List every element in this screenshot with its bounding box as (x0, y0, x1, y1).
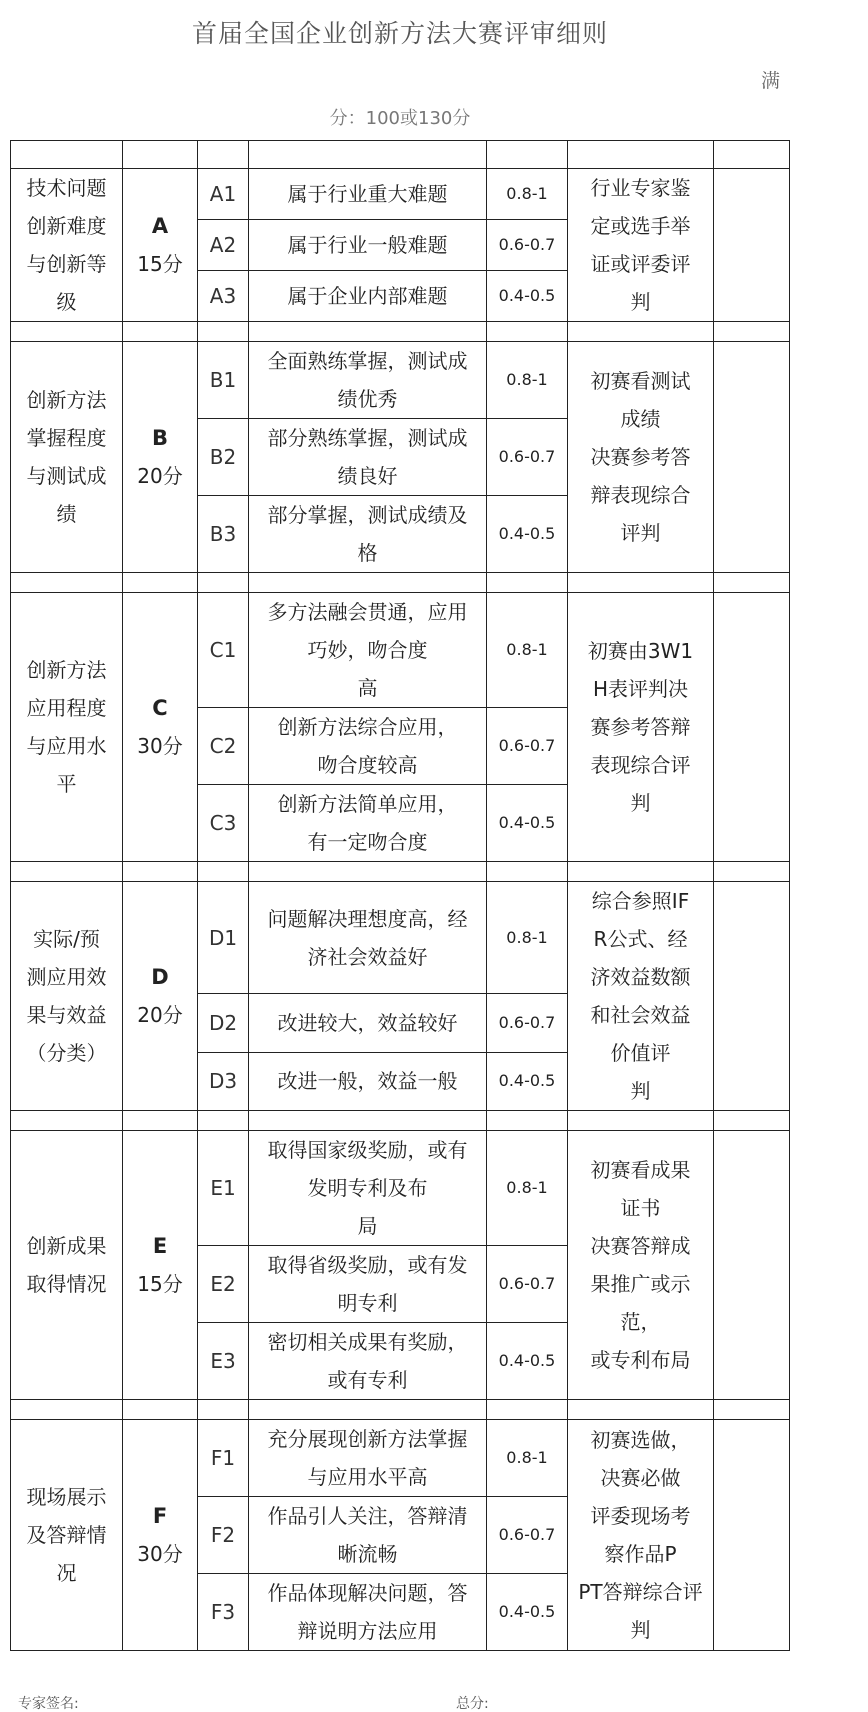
coefficient-range: 0.6-0.7 (487, 419, 568, 496)
item-description (249, 1131, 487, 1246)
page-title: 首届全国企业创新方法大赛评审细则 (191, 19, 608, 48)
description-line: 巧妙，吻合度 (307, 638, 428, 662)
description-line: 作品引人关注，答辩清 (267, 1504, 468, 1528)
section-score-cell (123, 593, 198, 862)
spacer-cell (487, 573, 568, 593)
evaluation-method-line: 评判 (620, 521, 661, 545)
item-code: A1 (198, 169, 249, 220)
spacer-cell (568, 1111, 714, 1131)
evaluation-method-line: PT答辩综合评判 (578, 1580, 703, 1642)
evaluation-method-line: 或专利布局 (590, 1348, 691, 1372)
section-letter: C (152, 696, 168, 720)
item-code: B3 (198, 496, 249, 573)
spacer-cell (714, 1400, 790, 1420)
evaluation-method-line: 定或选手举 (590, 214, 691, 238)
section-points: 30分 (137, 1542, 183, 1566)
spacer-row (11, 573, 790, 593)
evaluation-method-line: 初赛看测试 (590, 369, 691, 393)
description-line: 创新方法简单应用， (277, 792, 458, 816)
item-code: C2 (198, 708, 249, 785)
item-code: F1 (198, 1420, 249, 1497)
evaluation-method-line: 决赛答辩成 (590, 1234, 691, 1258)
category-cell (11, 342, 123, 573)
spacer-cell (123, 862, 198, 882)
evaluation-method-line: 价值评 (610, 1041, 671, 1065)
category-line: 创新成果 (26, 1234, 107, 1258)
spacer-cell (198, 862, 249, 882)
spacer-cell (249, 1400, 487, 1420)
spacer-cell (714, 862, 790, 882)
spacer-cell (123, 573, 198, 593)
score-entry-cell (714, 1131, 790, 1400)
item-description (249, 169, 487, 220)
spacer-cell (487, 322, 568, 342)
coefficient-range: 0.8-1 (487, 342, 568, 419)
spacer-cell (123, 1111, 198, 1131)
evaluation-method-cell (568, 1131, 714, 1400)
spacer-cell (198, 573, 249, 593)
evaluation-method-line: 初赛由3W1 (587, 639, 694, 663)
section-points: 15分 (137, 252, 183, 276)
category-line: 级 (56, 290, 77, 314)
description-line: 改进一般，效益一般 (277, 1069, 458, 1094)
spacer-cell (198, 322, 249, 342)
evaluation-method-line: 判 (630, 791, 651, 815)
evaluation-method-line: 济效益数额 (590, 965, 691, 989)
coefficient-range: 0.6-0.7 (487, 1497, 568, 1574)
description-line: 或有专利 (327, 1368, 408, 1392)
evaluation-method-line: 证书 (620, 1196, 661, 1220)
category-line: 技术问题 (26, 176, 107, 200)
item-description (249, 593, 487, 708)
item-description (249, 342, 487, 419)
description-line: 部分熟练掌握，测试成 (267, 426, 468, 450)
section-letter: E (152, 1234, 168, 1258)
description-line: 吻合度较高 (317, 753, 418, 777)
item-code: C1 (198, 593, 249, 708)
criteria-row (11, 593, 790, 708)
description-line: 改进较大，效益较好 (277, 1010, 458, 1035)
category-cell (11, 882, 123, 1111)
category-cell (11, 593, 123, 862)
coefficient-range: 0.4-0.5 (487, 1052, 568, 1110)
category-cell (11, 1420, 123, 1651)
category-line: 掌握程度 (26, 426, 107, 450)
item-description (249, 419, 487, 496)
item-description (249, 1246, 487, 1323)
evaluation-method-line: 成绩 (620, 407, 661, 431)
item-description (249, 785, 487, 862)
section-points: 20分 (137, 464, 183, 488)
description-line: 充分展现创新方法掌握 (267, 1427, 468, 1451)
item-description (249, 1420, 487, 1497)
section-letter: F (152, 1504, 168, 1528)
evaluation-method-line: 初赛选做， (590, 1428, 691, 1452)
full-score-prefix: 满 (760, 70, 780, 92)
item-code: A3 (198, 271, 249, 322)
spacer-cell (714, 573, 790, 593)
description-line: 局 (357, 1214, 378, 1238)
evaluation-method-line: 赛参考答辩 (590, 715, 691, 739)
description-line: 晰流畅 (337, 1542, 398, 1566)
coefficient-range: 0.6-0.7 (487, 708, 568, 785)
spacer-row (11, 1111, 790, 1131)
description-line: 创新方法综合应用， (277, 715, 458, 739)
expert-signature-label: 专家签名: (18, 1696, 79, 1712)
description-line: 取得省级奖励，或有发 (267, 1253, 468, 1277)
spacer-row (11, 1400, 790, 1420)
spacer-cell (198, 1111, 249, 1131)
evaluation-method-line: 和社会效益 (590, 1003, 691, 1027)
evaluation-method-line: 表现综合评 (590, 753, 691, 777)
evaluation-method-line: 果推广或示 (590, 1272, 691, 1296)
item-description (249, 1052, 487, 1110)
coefficient-range: 0.4-0.5 (487, 1323, 568, 1400)
spacer-cell (11, 573, 123, 593)
spacer-cell (249, 1111, 487, 1131)
category-line: 与应用水 (26, 734, 107, 758)
description-line: 辩说明方法应用 (297, 1619, 438, 1643)
evaluation-method-line: R公式、经 (593, 927, 688, 951)
section-points: 30分 (137, 734, 183, 758)
item-description (249, 271, 487, 322)
score-entry-cell (714, 882, 790, 1111)
category-line: 创新方法 (26, 658, 107, 682)
category-line: 况 (56, 1561, 77, 1585)
description-line: 多方法融会贯通，应用 (267, 600, 468, 624)
category-line: 绩 (56, 502, 77, 526)
coefficient-range: 0.8-1 (487, 169, 568, 220)
description-line: 属于行业一般难题 (287, 233, 448, 257)
criteria-row (11, 169, 790, 220)
description-line: 济社会效益好 (307, 944, 428, 969)
item-code: B1 (198, 342, 249, 419)
category-line: 创新方法 (26, 388, 107, 412)
total-score-label: 总分: (456, 1696, 489, 1712)
full-score-line: 分：100或130分 (329, 108, 471, 129)
section-score-cell (123, 882, 198, 1111)
item-code: F2 (198, 1497, 249, 1574)
spacer-cell (198, 1400, 249, 1420)
coefficient-range: 0.4-0.5 (487, 1574, 568, 1651)
evaluation-method-line: 行业专家鉴 (590, 176, 691, 200)
coefficient-range: 0.4-0.5 (487, 785, 568, 862)
item-code: E3 (198, 1323, 249, 1400)
spacer-cell (11, 862, 123, 882)
spacer-cell (568, 862, 714, 882)
evaluation-method-line: 察作品P (604, 1542, 677, 1566)
category-line: 测应用效 (26, 965, 107, 989)
description-line: 绩优秀 (337, 387, 398, 411)
spacer-cell (487, 1111, 568, 1131)
spacer-cell (249, 322, 487, 342)
score-entry-cell (714, 1420, 790, 1651)
evaluation-method-line: H表评判决 (592, 677, 689, 701)
section-score-cell (123, 169, 198, 322)
section-letter: B (151, 426, 168, 450)
evaluation-method-line: 范， (620, 1310, 661, 1334)
description-line: 密切相关成果有奖励， (267, 1330, 468, 1354)
section-points: 20分 (137, 1003, 183, 1027)
score-entry-cell (714, 169, 790, 322)
item-description (249, 994, 487, 1052)
section-score-cell (123, 1420, 198, 1651)
evaluation-method-line: 综合参照IF (591, 889, 690, 913)
description-line: 取得国家级奖励，或有 (267, 1138, 468, 1162)
item-description (249, 1497, 487, 1574)
criteria-row (11, 882, 790, 994)
spacer-cell (714, 322, 790, 342)
spacer-cell (249, 573, 487, 593)
score-entry-cell (714, 593, 790, 862)
description-line: 高 (357, 676, 378, 700)
spacer-row (11, 862, 790, 882)
spacer-cell (714, 1111, 790, 1131)
spacer-cell (11, 322, 123, 342)
section-points: 15分 (137, 1272, 183, 1296)
item-code: A2 (198, 220, 249, 271)
category-line: 及答辩情 (26, 1523, 107, 1547)
category-line: 实际/预 (33, 927, 100, 951)
criteria-row (11, 1420, 790, 1497)
spacer-cell (487, 1400, 568, 1420)
description-line: 绩良好 (337, 464, 398, 488)
coefficient-range: 0.8-1 (487, 1131, 568, 1246)
coefficient-range: 0.8-1 (487, 882, 568, 994)
spacer-cell (123, 322, 198, 342)
section-score-cell (123, 342, 198, 573)
coefficient-range: 0.4-0.5 (487, 496, 568, 573)
evaluation-method-line: 初赛看成果 (590, 1158, 691, 1182)
header-blank-row (11, 141, 790, 169)
spacer-cell (249, 862, 487, 882)
spacer-cell (568, 573, 714, 593)
evaluation-method-cell (568, 169, 714, 322)
spacer-cell (487, 862, 568, 882)
item-description (249, 882, 487, 994)
category-cell (11, 169, 123, 322)
coefficient-range: 0.6-0.7 (487, 994, 568, 1052)
score-entry-cell (714, 342, 790, 573)
category-line: 果与效益 (26, 1003, 107, 1027)
evaluation-method-line: 判 (630, 1079, 651, 1103)
description-line: 发明专利及布 (307, 1176, 428, 1200)
description-line: 作品体现解决问题，答 (267, 1581, 468, 1605)
coefficient-range: 0.6-0.7 (487, 220, 568, 271)
description-line: 明专利 (337, 1291, 398, 1315)
spacer-cell (568, 322, 714, 342)
evaluation-method-line: 判 (630, 290, 651, 314)
category-line: 现场展示 (26, 1485, 107, 1509)
spacer-cell (11, 1111, 123, 1131)
criteria-row (11, 342, 790, 419)
evaluation-method-line: 决赛参考答 (590, 445, 691, 469)
category-line: 取得情况 (26, 1272, 107, 1296)
item-description (249, 1574, 487, 1651)
description-line: 部分掌握，测试成绩及 (267, 503, 468, 527)
item-code: D2 (198, 994, 249, 1052)
description-line: 属于企业内部难题 (287, 284, 448, 308)
item-description (249, 708, 487, 785)
item-code: D1 (198, 882, 249, 994)
evaluation-method-cell (568, 593, 714, 862)
spacer-cell (123, 1400, 198, 1420)
item-code: B2 (198, 419, 249, 496)
item-code: F3 (198, 1574, 249, 1651)
coefficient-range: 0.4-0.5 (487, 271, 568, 322)
description-line: 格 (357, 541, 378, 565)
evaluation-method-line: 辩表现综合 (590, 483, 691, 507)
category-line: 应用程度 (26, 696, 107, 720)
section-score-cell (123, 1131, 198, 1400)
section-letter: D (151, 965, 169, 989)
description-line: 与应用水平高 (307, 1465, 428, 1489)
description-line: 全面熟练掌握，测试成 (267, 349, 468, 373)
category-cell (11, 1131, 123, 1400)
category-line: 与创新等 (26, 252, 107, 276)
description-line: 属于行业重大难题 (287, 182, 448, 206)
spacer-cell (11, 1400, 123, 1420)
spacer-row (11, 322, 790, 342)
description-line: 问题解决理想度高，经 (267, 906, 468, 931)
item-description (249, 220, 487, 271)
section-letter: A (151, 214, 169, 238)
coefficient-range: 0.8-1 (487, 1420, 568, 1497)
evaluation-method-line: 证或评委评 (590, 252, 691, 276)
coefficient-range: 0.6-0.7 (487, 1246, 568, 1323)
scoring-table (10, 140, 790, 1651)
item-description (249, 496, 487, 573)
item-description (249, 1323, 487, 1400)
spacer-cell (568, 1400, 714, 1420)
evaluation-method-cell (568, 342, 714, 573)
category-line: 创新难度 (26, 214, 107, 238)
evaluation-method-line: 决赛必做 (600, 1466, 681, 1490)
item-code: C3 (198, 785, 249, 862)
category-line: 平 (56, 772, 77, 796)
evaluation-method-line: 评委现场考 (590, 1504, 691, 1528)
coefficient-range: 0.8-1 (487, 593, 568, 708)
evaluation-method-cell (568, 1420, 714, 1651)
item-code: E2 (198, 1246, 249, 1323)
item-code: D3 (198, 1052, 249, 1110)
category-line: （分类） (26, 1041, 107, 1065)
description-line: 有一定吻合度 (307, 830, 428, 854)
criteria-row (11, 1131, 790, 1246)
item-code: E1 (198, 1131, 249, 1246)
evaluation-method-cell (568, 882, 714, 1111)
category-line: 与测试成 (26, 464, 107, 488)
